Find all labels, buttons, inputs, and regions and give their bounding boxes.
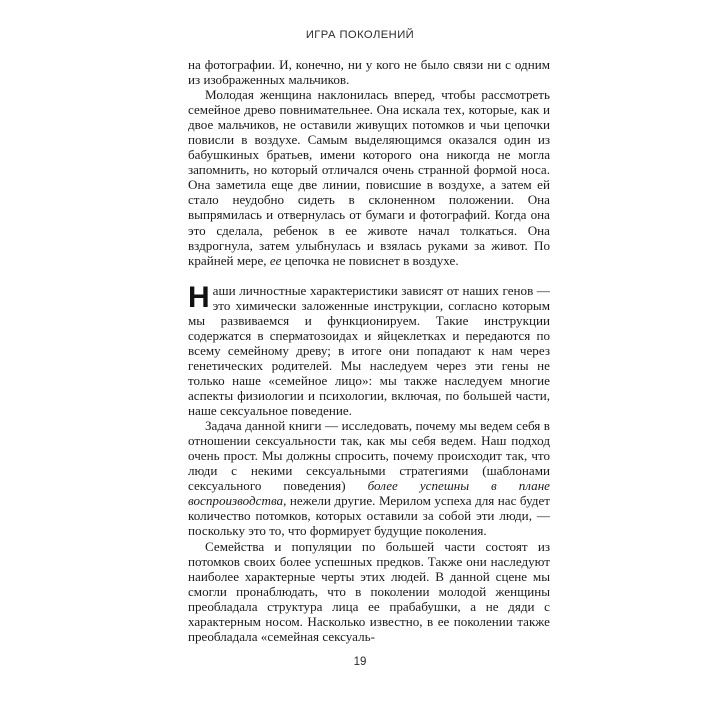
body-text-block — [188, 57, 550, 644]
running-head: ИГРА ПОКОЛЕНИЙ — [305, 29, 415, 41]
paragraph-young-woman — [188, 87, 550, 268]
paragraph-families-populations: Семейства и популяции по большей части состоят из потомков своих более успешных предков. Также они наследуют наиболее характерные черты этих людей. В данной сцене мы смогли пронаблюдать, что в поколении молодой женщины преобладала структура лица ее прабабушки, а не дяди с характерным носом. Насколько известно, в ее поколении также преобладала «семейная сексуаль- — [188, 538, 550, 644]
paragraph-book-task — [188, 418, 550, 538]
paragraph-genes-dropcap — [188, 280, 550, 419]
italic-emphasis-reproductive-success: более успешны в плане воспроизводства — [188, 478, 550, 509]
italic-emphasis-ee: ее — [269, 252, 282, 268]
paragraph-young-woman-part1: Молодая женщина наклонилась вперед, чтобы рассмотреть семейное древо повнимательнее. Она искала тех, которые, как и двое мальчиков, не оставили живущих потомков и чьи цепочки повисли в воздухе. Самым выделяющимся оказался один из бабушкиных братьев, имени которого она никогда не могла запомнить, но который отличался очень странной формой носа. Она заметила еще две линии, повисшие в воздухе, а затем ей стало неудобно сидеть в склоненном положении. Она выпрямилась и отвернулась от бумаги и фотографий. Когда она это сделала, ребенок в ее животе начал толкаться. Она вздрогнула, затем улыбнулась и взялась руками за живот. По крайней мере, — [188, 87, 550, 268]
paragraph-genes-text: аши личностные характеристики зависят от наших генов — это химически заложенные инструкции, согласно которым мы развиваемся и функционируем. Такие инструкции содержатся в сперматозоидах и яйцеклетках и передаются по всему семейному древу; в итоге они попадают к нам через генетических родителей. Мы наследуем через эти гены не только наше «семейное лицо»: мы также наследуем многие аспекты физиологии и психологии, включая, по большей части, наше сексуальное поведение. — [188, 282, 550, 419]
page-number: 19 — [353, 656, 367, 668]
paragraph-book-task-part2: , нежели другие. Мерилом успеха для нас будет количество потомков, которых оставили за собой эти люди, — поскольку это то, что формирует будущие поколения. — [188, 493, 550, 539]
paragraph-continued: на фотографии. И, конечно, ни у кого не было связи ни с одним из изображенных мальчиков. — [188, 57, 550, 88]
drop-cap-letter: Н — [188, 280, 210, 314]
paragraph-book-task-part1: Задача данной книги — исследовать, почему мы ведем себя в отношении сексуальности так, как мы себя ведем. Наш подход очень прост. Мы должны спросить, почему происходит так, что люди с некими сексуальными стратегиями (шаблонами сексуального поведения) — [188, 418, 550, 494]
paragraph-young-woman-part2: цепочка не повиснет в воздухе. — [281, 252, 459, 268]
